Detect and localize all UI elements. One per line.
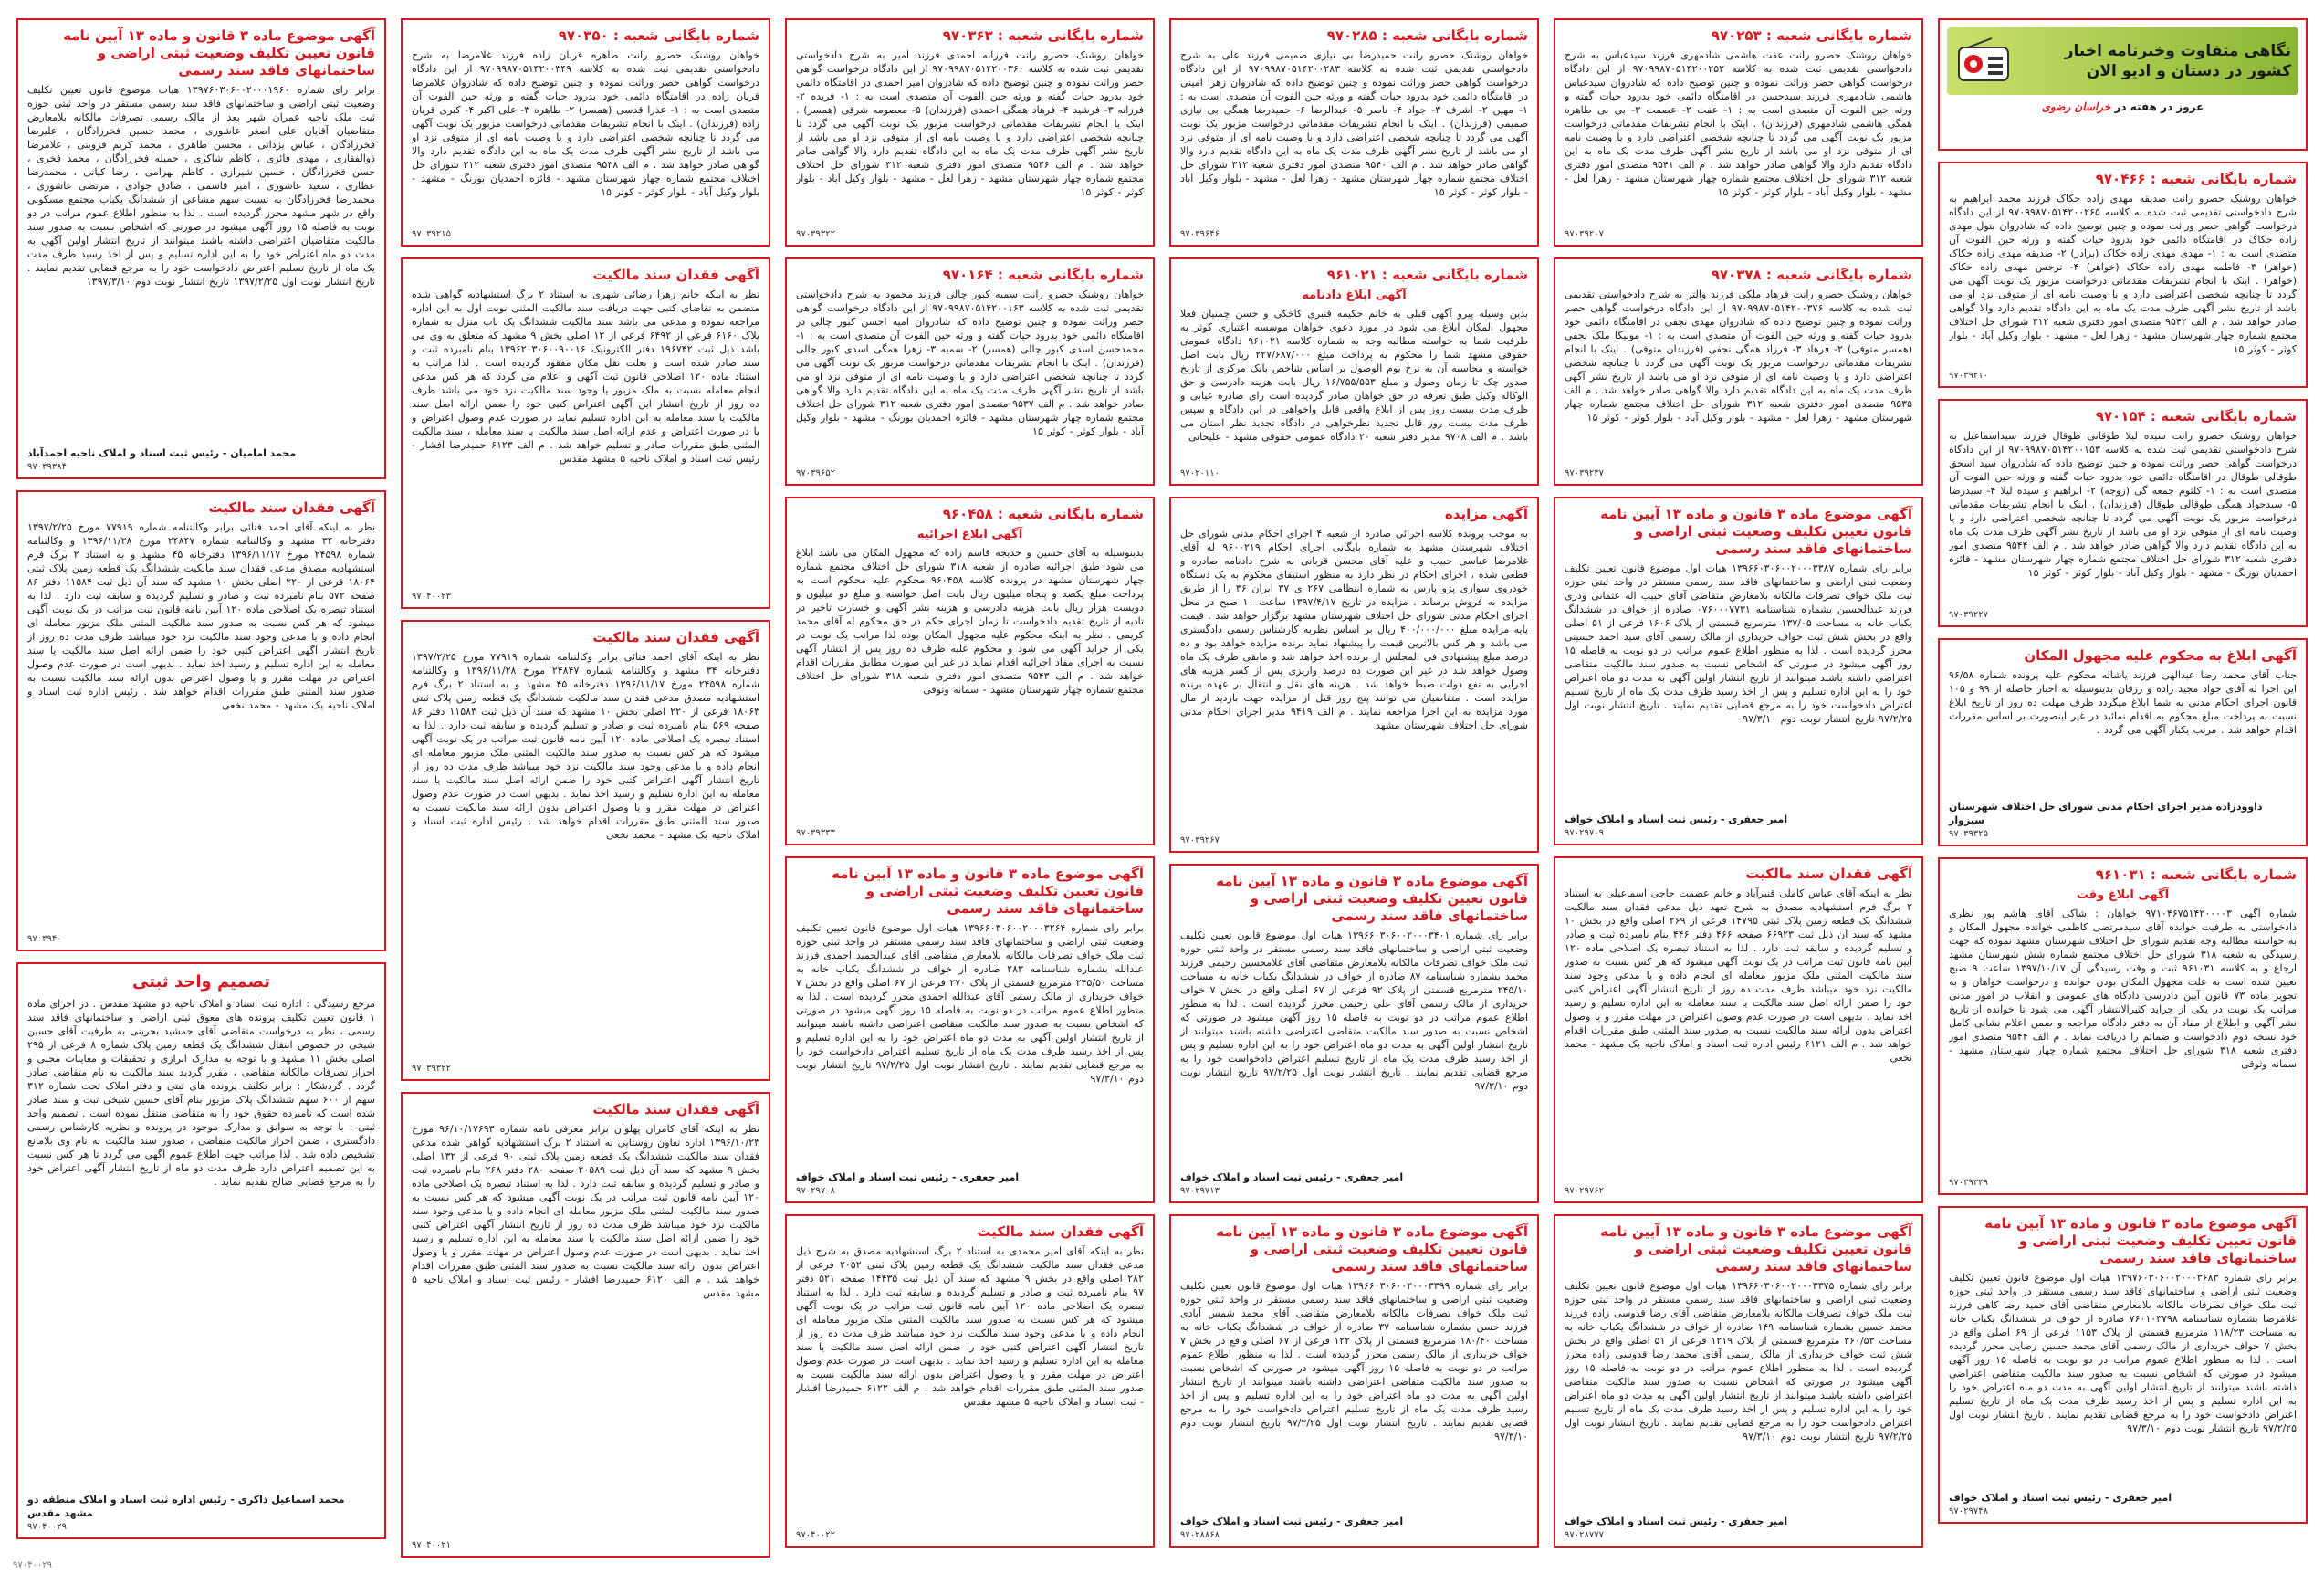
ad-c4-1 (785, 18, 1155, 247)
ad-signature: امیر جعفری - رئیس ثبت اسناد و املاک خواف (1949, 1492, 2172, 1504)
banner-headline-box (1947, 27, 2298, 95)
ad-c1-1 (1938, 162, 2308, 388)
column-2 (1554, 18, 1923, 1559)
ad-c3-5 (1169, 1214, 1539, 1548)
ad-body: نظر به اینکه آقای احمد فتائی برابر وکالتنامه شماره ۷۷۹۱۹ مورخ ۱۳۹۷/۲/۲۵ دفترخانه ۳۴ مشهد و وکالتنامه شماره ۲۴۸۴۷ مورخ ۱۳۹۶/۱۱/۲۸ و وکالتنامه شماره ۲۴۵۹۸ مورخ ۱۳۹۶/۱۱/۱۷ دفترخانه ۴۵ مشهد و به استناد ۲ برگ فرم استشهادیه مصدق مدعی فقدان سند مالکیت ششدانگ یک قطعه زمین پلاک ثبتی ۱۸۰۶۳ فرعی از ۲۲۰ اصلی بخش ۱۰ مشهد که سند آن ذیل ثبت ۱۱۵۸۳ دفتر ۸۶ صفحه ۵۶۹ بنام نامبرده ثبت و صادر و تسلیم گردیده و سابقه ثبت دارد . لذا به استناد تبصره یک اصلاحی ماده ۱۲۰ آیین نامه قانون ثبت مراتب در یک نوبت آگهی میشود که هر کس نسبت به صدور سند مالکیت المثنی ملک مزبور معامله ای انجام داده و یا مدعی وجود سند مالکیت نزد خود میباشد ظرف مدت ده روز از تاریخ انتشار آگهی اعتراض کتبی خود را ضمن ارائه اصل سند مالکیت یا سند معامله به این اداره تسلیم و رسید اخذ نماید . بدیهی است در صورت عدم وصول اعتراض در مهلت مقرر و یا وصول اعتراض بدون ارائه سند مالکیت نسبت به صدور سند المثنی طبق مقررات اقدام خواهد شد . رئیس اداره ثبت اسناد و املاک ناحیه یک مشهد - محمد نخعی (412, 651, 759, 841)
ad-title: آگهی ابلاغ به محکوم علیه مجهول المکان (2024, 647, 2297, 664)
ad-c5-2 (401, 257, 770, 609)
ad-signature: امیر جعفری - رئیس ثبت اسناد و املاک خواف (1565, 1516, 1788, 1527)
ad-body: برابر رای شماره ۱۳۹۷۶۰۳۰۶۰۰۲۰۰۰۱۹۶۰ هیات موضوع قانون تعیین تکلیف وضعیت ثبتی اراضی و ساختمانهای فاقد سند رسمی مستقر در واحد ثبتی حوزه ثبت ملک ناحیه عمران شهر بعد از مالک رسمی تصرفات مالکانه بلامعارض متقاضیان آقایان علی اصغر عاشوری ، محمد حسین فخرزادگان ، علیرضا فخرزادگان ، عباس یزدانی ، محسن طاهری ، محمد کریم قزوینی ، غلامرضا ذوالفقاری ، مهدی فائزی ، کاظم شاکری ، جمیله فخرزادگان ، محمد فخری ، حسن فخرزادگان ، حسین شیرازی ، کاظم بهرامی ، رضا کیانی ، محمدرضا عطاری ، سعید عاشوری ، امیر قاسمی ، صادق جوادی ، مرتضی عاشوری ، محمدرضا فخرزادگان به نسبت سهم مشاعی از ششدانگ یکباب مجتمع مسکونی واقع در شهر مشهد محرز گردیده است . لذا به منظور اطلاع عموم مراتب در دو نوبت به فاصله ۱۵ روز آگهی میشود در صورتی که اشخاص نسبت به صدور سند مالکیت متقاضیان اعتراضی داشته باشند میتوانند از تاریخ انتشار اولین آگهی به مدت دو ماه اعتراض خود را به این اداره تسلیم و پس از اخذ رسید ظرف مدت یک ماه از تاریخ تسلیم اعتراض دادخواست خود را به مرجع قضایی تقدیم نمایند . تاریخ انتشار نوبت اول ۱۳۹۷/۲/۲۵ تاریخ انتشار نوبت دوم ۱۳۹۷/۳/۱۰ (27, 84, 375, 288)
ad-subtitle: آگهی ابلاغ دادنامه (1302, 289, 1407, 302)
ad-c1-3 (1938, 638, 2308, 846)
ad-code: ۹۷۰۳۹۳۲۲ (796, 229, 835, 239)
ad-c6-3 (16, 962, 386, 1539)
ad-subtitle: آگهی ابلاغ وقت (2076, 888, 2170, 902)
ad-code: ۹۷۰۴۰۰۲۲ (796, 1530, 835, 1540)
ad-title: آگهی موضوع ماده ۳ قانون و ماده ۱۳ آیین نامه قانون تعیین تکلیف وضعیت ثبتی اراضی و ساختمانهای فاقد سند رسمی (1216, 1223, 1528, 1275)
ad-title: شماره بایگانی شعبه : ۹۷۰۱۵۴ (2095, 408, 2297, 425)
ad-body: برابر رای شماره ۱۳۹۶۶۰۳۰۶۰۰۲۰۰۰۳۳۸۷ هیات اول موضوع قانون تعیین تکلیف وضعیت ثبتی اراضی و ساختمانهای فاقد سند رسمی مستقر در واحد ثبتی حوزه ثبت ملک خواف تصرفات مالکانه بلامعارض متقاضی آقای حبیب اله عثمانی ودری فرزند عبدالحسین بشماره شناسنامه ۰۷۶۰۰۰۷۷۳۱ صادره از خواف در ششدانگ یکباب خانه به مساحت ۱۳۷/۰۵ مترمربع قسمتی از پلاک ۱۶۰۶ فرعی از ۵۱ اصلی واقع در بخش شش ثبت خواف خریداری از مالک رسمی آقای سید احمد حسینی محرز گردیده است . لذا به منظور اطلاع عموم مراتب در دو نوبت به فاصله ۱۵ روز آگهی میشود در صورتی که اشخاص نسبت به صدور سند مالکیت متقاضی اعتراضی داشته باشند میتوانند از تاریخ انتشار اولین آگهی به مدت دو ماه اعتراض خود را به این اداره تسلیم و پس از اخذ رسید ظرف مدت یک ماه از تاریخ تسلیم اعتراض دادخواست خود را به مرجع قضایی تقدیم نمایند . تاریخ انتشار نوبت اول ۹۷/۲/۲۵ تاریخ انتشار نوبت دوم ۹۷/۳/۱۰ (1565, 562, 1912, 725)
ad-title: آگهی فقدان سند مالکیت (592, 267, 759, 283)
ad-body: نظر به اینکه آقای عباس کاملی قنبرآباد و خانم عصمت حاجی اسماعیلی به استناد ۲ برگ فرم استشهادیه مصدق به شرح تعهد ذیل مدعی فقدان سند مالکیت ششدانگ یک قطعه زمین پلاک ثبتی ۱۴۷۹۵ فرعی از ۲۶۹ اصلی واقع در بخش ۱۰ مشهد که سند آن ذیل ثبت ۶۶۹۲۳ صفحه ۴۶۶ دفتر ۴۴۶ بنام نامبرده ثبت و صادر و تسلیم گردیده و سابقه ثبت دارد . لذا به استناد تبصره یک اصلاحی ماده ۱۲۰ آیین نامه قانون ثبت مراتب در یک نوبت آگهی میشود که هر کس نسبت به صدور سند مالکیت المثنی ملک مزبور معامله ای انجام داده و یا مدعی وجود سند مالکیت نزد خود میباشد ظرف مدت ده روز از تاریخ انتشار آگهی اعتراض کتبی خود را ضمن ارائه اصل سند مالکیت یا سند معامله به این اداره تسلیم و رسید اخذ نماید . بدیهی است در صورت عدم وصول اعتراض در مهلت مقرر و یا وصول اعتراض بدون ارائه سند مالکیت نسبت به صدور سند المثنی طبق مقررات اقدام خواهد شد . م الف ۶۱۲۱ رئیس اداره ثبت اسناد و املاک ناحیه یک مشهد - محمد نخعی (1565, 887, 1912, 1064)
ad-body: خواهان روشنک حصرو رانت سمیه کبور چالی فرزند محمود به شرح دادخواستی تقدیمی ثبت شده به کلاسه ۹۷۰۹۹۸۷۰۵۱۴۲۰۰۱۶۳ از این دادگاه درخواست گواهی حصر وراثت نموده و چنین توضیح داده که شادروان امیه احسن کبور چالی در اقامتگاه دائمی خود بدرود حیات گفته و ورثه حین الفوت آن متصدی است به : ۱- محمدحسن اسدی کبور چالی (همسر) ۲- سمیه ۳- زهرا همگی اسدی کبور چالی (فرزندان) . اینک با انجام تشریفات مقدماتی درخواست مزبور یک نوبت آگهی می گردد تا چنانچه شخصی اعتراضی دارد و یا وصیت نامه ای از متوفی نزد او می باشد از تاریخ نشر آگهی ظرف مدت یک ماه به این دادگاه تقدیم دارد والا گواهی صادر خواهد شد . م الف ۹۵۳۷ متصدی امور دفتری شعبه ۳۱۲ شورای حل اختلاف مجتمع شماره چهار شهرستان مشهد - فائزه احمدیان بورنگ - مشهد - بلوار وکیل آباد - بلوار کوثر - کوثر ۱۵ (796, 289, 1144, 437)
ad-title: آگهی موضوع ماده ۳ قانون و ماده ۱۳ آیین نامه قانون تعیین تکلیف وضعیت ثبتی اراضی و ساختمانهای فاقد سند رسمی (1600, 1223, 1912, 1275)
column-6 (16, 18, 386, 1559)
ad-c4-2 (785, 257, 1155, 486)
ad-signature: امیر جعفری - رئیس ثبت اسناد و املاک خواف (1180, 1516, 1404, 1527)
ad-signature: امیر جعفری - رئیس ثبت اسناد و املاک خواف (796, 1171, 1020, 1183)
ad-body: خواهان روشنک حصرو رانت فرزانه احمدی فرزند امیر به شرح دادخواستی تقدیمی ثبت شده به کلاسه ۹۷۰۹۹۸۷۰۵۱۴۲۰۰۳۶۰ از این دادگاه درخواست گواهی حصر وراثت نموده و چنین توضیح داده که شادروان امیر احمدی در اقامتگاه دائمی خود بدرود حیات گفته و ورثه حین الفوت آن متصدی است به : ۱- فریده ۲- فرزانه ۳- فرشید ۴- فرهاد همگی احمدی (فرزندان) ۵- معصومه شرقی (همسر) . اینک با انجام تشریفات مقدماتی درخواست مزبور یک نوبت آگهی می گردد تا چنانچه شخصی اعتراضی دارد و یا وصیت نامه ای از متوفی نزد او می باشد از تاریخ نشر آگهی ظرف مدت یک ماه به این دادگاه تقدیم دارد والا گواهی صادر خواهد شد . م الف ۹۵۳۶ متصدی امور دفتری شعبه ۳۱۲ شورای حل اختلاف مجتمع شماره چهار شهرستان مشهد - زهرا لعل - مشهد - بلوار وکیل آباد - بلوار کوثر - کوثر ۱۵ (796, 49, 1144, 198)
ad-code: ۹۷۰۳۹۴۰ (27, 934, 62, 944)
ad-title: شماره بایگانی شعبه : ۹۶۰۴۵۸ (942, 506, 1144, 522)
ad-c1-2 (1938, 399, 2308, 627)
ad-title: آگهی فقدان سند مالکیت (592, 1101, 759, 1118)
ad-c4-5 (785, 1214, 1155, 1548)
ad-c2-4 (1554, 856, 1923, 1203)
ad-code: ۹۷۰۳۹۲۲۷ (1949, 610, 1988, 620)
ad-code: ۹۷۰۳۹۲۱۰ (1949, 371, 1988, 381)
ad-title: آگهی فقدان سند مالکیت (592, 629, 759, 645)
ad-body: نظر به اینکه خانم زهرا رضائی شهری به استناد ۲ برگ استشهادیه گواهی شده متضمن به تقاضای کتبی جهت دریافت سند مالکیت المثنی نوبت اول به این اداره مراجعه نموده و مدعی می باشد سند مالکیت ششدانگ یک باب منزل به شماره پلاک ۶۱۶۰ فرعی از ۶۴۹۲ فرعی از ۱۲ اصلی بخش ۹ مشهد که متعلق به وی می باشد ذیل ثبت ۱۹۶۷۴۲ دفتر الکترونیک ۱۳۹۶۲۰۳۰۶۰۰۹۰۰۱۶ بنام نامبرده ثبت و سند صادر شده است و بعلت نقل مکان مفقود گردیده است . لذا مراتب به استناد ماده ۱۲۰ اصلاحی قانون ثبت آگهی و اعلام می گردد که هر کس مدعی انجام معامله نسبت به ملک مزبور یا وجود سند مالکیت نزد خود می باشد ظرف ده روز از تاریخ انتشار این آگهی اعتراض کتبی خود را ضمن ارائه اصل سند مالکیت یا سند معامله به این اداره تسلیم نماید در صورت عدم وصول اعتراض و یا در صورت اعتراض و عدم ارائه اصل سند مالکیت یا سند معامله ، سند مالکیت المثنی طبق مقررات صادر و تسلیم خواهد شد . م الف ۶۱۲۳ حمیدرضا افشار - رئیس ثبت اسناد و املاک ناحیه ۵ مشهد مقدس (412, 289, 759, 465)
banner-brand: خراسان رضوی (2041, 100, 2111, 113)
ad-code: ۹۷۰۳۹۶۵۲ (796, 468, 835, 478)
ad-title: شماره بایگانی شعبه : ۹۷۰۳۵۰ (558, 27, 759, 44)
ad-code: ۹۷۰۲۹۷۶۲ (1565, 1186, 1604, 1196)
ad-c3-1 (1169, 18, 1539, 247)
ad-code: ۹۷۰۲۹۷۴۸ (1949, 1506, 1988, 1516)
ad-signature: داوودزاده مدیر اجرای احکام مدنی شورای حل اختلاف شهرستان سبزوار (1949, 801, 2263, 826)
ad-c1-4 (1938, 857, 2308, 1195)
ad-title: آگهی مزایده (1444, 506, 1528, 522)
ad-code: ۹۷۰۲۸۸۶۸ (1180, 1530, 1220, 1540)
ad-code: ۹۷۰۳۹۲۳۷ (1565, 468, 1604, 478)
ad-body: جناب آقای محمد رضا عبدالهی فرزند یاشاله محکوم علیه پرونده شماره ۹۶/۵۸ این اجرا له آقای جواد مجید زاده و رزقان بدینوسیله به اخبار حاصله از ۹۹ و ۱۰۵ قانون اجرای احکام مدنی به شما ابلاغ میگردد ظرف مهلت ده روز از تاریخ ابلاغ نسبت به پرداخت مبلغ محکوم به اقدام نمائید در غیر اینصورت بر اساس مقررات اقدام خواهد شد . مرتب یکبار آگهی می گردد . (1949, 669, 2297, 736)
ad-body: برابر رای شماره ۱۳۹۶۶۰۳۰۶۰۰۲۰۰۰۳۲۶۴ هیات اول موضوع قانون تعیین تکلیف وضعیت ثبتی اراضی و ساختمانهای فاقد سند رسمی مستقر در واحد ثبتی حوزه ثبت ملک خواف تصرفات مالکانه بلامعارض متقاضی آقای عبدالحمید احمدی فرزند عبدالله بشماره شناسنامه ۲۸۳ صادره از خواف در ششدانگ یکباب خانه به مساحت ۲۴۵/۵۰ مترمربع قسمتی از پلاک ۲۷۰ فرعی از ۶۷ اصلی واقع در بخش ۷ خواف خریداری از مالک رسمی آقای عبدالله احمدی محرز گردیده است . لذا به منظور اطلاع عموم مراتب در دو نوبت به فاصله ۱۵ روز آگهی میشود در صورتی که اشخاص نسبت به صدور سند مالکیت متقاضی اعتراضی داشته باشند میتوانند از تاریخ انتشار اولین آگهی به مدت دو ماه اعتراض خود را به این اداره تسلیم و پس از اخذ رسید ظرف مدت یک ماه از تاریخ تسلیم اعتراض دادخواست خود را به مرجع قضایی تقدیم نمایند . تاریخ انتشار نوبت اول ۹۷/۲/۲۵ تاریخ انتشار نوبت دوم ۹۷/۳/۱۰ (796, 922, 1144, 1085)
ad-code: ۹۷۰۲۸۷۷۷ (1565, 1530, 1604, 1540)
ad-c3-4 (1169, 864, 1539, 1203)
ad-title: آگهی فقدان سند مالکیت (1745, 866, 1912, 882)
ad-code: ۹۷۰۴۰۰۲۹ (27, 1522, 67, 1532)
ad-body: نظر به اینکه آقای کامران پهلوان برابر معرفی نامه شماره ۹۶/۱۰/۱۷۶۹۳ مورخ ۱۳۹۶/۱۰/۲۳ اداره تعاون روستایی به استناد ۲ برگ استشهادیه گواهی شده مدعی فقدان سند مالکیت ششدانگ یک قطعه زمین پلاک ثبتی ۹۰ فرعی از ۱۳۲ اصلی بخش ۹ مشهد که سند آن ذیل ثبت ۲۰۵۸۹ صفحه ۲۸۰ دفتر ۲۶۸ بنام نامبرده ثبت و صادر و تسلیم گردیده و سابقه ثبت دارد . لذا به استناد تبصره یک اصلاحی ماده ۱۲۰ آیین نامه قانون ثبت مراتب در یک نوبت آگهی میشود که هر کس نسبت به صدور سند مالکیت المثنی ملک مزبور معامله ای انجام داده و یا مدعی وجود سند مالکیت نزد خود میباشد ظرف مدت ده روز از تاریخ انتشار آگهی اعتراض کتبی خود را ضمن ارائه اصل سند مالکیت یا سند معامله به این اداره تسلیم و رسید اخذ نماید . بدیهی است در صورت عدم وصول اعتراض در مهلت مقرر و یا وصول اعتراض بدون ارائه سند مالکیت نسبت به صدور سند المثنی طبق مقررات اقدام خواهد شد . م الف ۶۱۲۰ حمیدرضا افشار - رئیس ثبت اسناد و املاک ناحیه ۵ مشهد مقدس (412, 1123, 759, 1299)
ad-title: آگهی موضوع ماده ۳ قانون و ماده ۱۳ آیین نامه قانون تعیین تکلیف وضعیت ثبتی اراضی و ساختمانهای فاقد سند رسمی (1216, 873, 1528, 924)
ad-c5-4 (401, 1092, 770, 1558)
ad-title: آگهی موضوع ماده ۳ قانون و ماده ۱۳ آیین نامه قانون تعیین تکلیف وضعیت ثبتی اراضی و ساختمانهای فاقد سند رسمی (1600, 506, 1912, 557)
ad-code: ۹۷۰۲۰۱۱۰ (1180, 468, 1220, 478)
ad-body: بدین وسیله پیرو آگهی قبلی به خانم حکیمه قنبری کاخکی و حسن چمنیان فعلا مجهول المکان ابلاغ می شود در مورد دعوی خواهان موسسه اعتباری کوثر به طرفیت شما به خواسته مطالبه وجه به شماره کلاسه ۹۶۱۰۲۱ دادگاه عمومی حقوقی مشهد شما را محکوم به پرداخت مبلغ ۲۲۷/۶۸۷/۰۰۰ ریال بابت اصل خواسته و محاسبه آن به نرخ یوم الوصول بر اساس شاخص بانک مرکزی از تاریخ صدور چک تا زمان وصول و مبلغ ۱۶/۷۵۵/۵۵۳ ریال بابت هزینه دادرسی و حق الوکاله وکیل طبق تعرفه در حق خواهان صادر گردیده است رای صادره غیابی و ظرف مدت بیست روز پس از ابلاغ واقعی قابل واخواهی در این دادگاه و سپس ظرف مدت بیست روز قابل تجدید نظرخواهی در دادگاه تجدید نظر استان می باشد . م الف ۹۷۰۸ مدیر دفتر شعبه ۲۰ دادگاه عمومی حقوقی مشهد - علیخانی (1180, 308, 1528, 443)
ad-code: ۹۷۰۲۹۷۱۳ (1180, 1186, 1220, 1196)
ad-title: شماره بایگانی شعبه : ۹۷۰۳۶۳ (942, 27, 1144, 44)
ad-code: ۹۷۰۳۹۶۴۶ (1180, 229, 1220, 239)
ad-title: شماره بایگانی شعبه : ۹۷۰۱۶۴ (942, 267, 1144, 283)
ad-c1-5 (1938, 1206, 2308, 1524)
ad-signature: محمد امامیان - رئیس ثبت اسناد و املاک ناحیه احمدآباد (27, 447, 297, 459)
ad-body: برابر رای شماره ۱۳۹۶۶۰۳۰۶۰۰۲۰۰۰۳۳۷۵ هیات اول موضوع قانون تعیین تکلیف وضعیت ثبتی اراضی و ساختمانهای فاقد سند رسمی مستقر در واحد ثبتی حوزه ثبت ملک خواف تصرفات مالکانه بلامعارض متقاضی آقای رضا قدوسی زاده فرزند محمد حسین بشماره شناسنامه ۱۴۹ صادره از خواف در ششدانگ یکباب خانه به مساحت ۳۶۰/۵۳ مترمربع قسمتی از پلاک ۱۲۱۹ فرعی از ۵۱ اصلی واقع در بخش شش ثبت خواف خریداری از مالک رسمی آقای محمد رضا قدوسی زاده محرز گردیده است . لذا به منظور اطلاع عموم مراتب در دو نوبت به فاصله ۱۵ روز آگهی میشود در صورتی که اشخاص نسبت به صدور سند مالکیت متقاضی اعتراضی داشته باشند میتوانند از تاریخ انتشار اولین آگهی به مدت دو ماه اعتراض خود را به این اداره تسلیم و پس از اخذ رسید ظرف مدت یک ماه از تاریخ تسلیم اعتراض دادخواست خود را به مرجع قضایی تقدیم نمایند . تاریخ انتشار نوبت اول ۹۷/۲/۲۵ تاریخ انتشار نوبت دوم ۹۷/۳/۱۰ (1565, 1280, 1912, 1443)
ad-signature: امیر جعفری - رئیس ثبت اسناد و املاک خواف (1180, 1171, 1404, 1183)
ad-code: ۹۷۰۳۹۳۲۲ (412, 1064, 451, 1074)
banner (1938, 18, 2308, 151)
ad-title: شماره بایگانی شعبه : ۹۷۰۴۶۶ (2095, 171, 2297, 187)
banner-sub (1947, 100, 2298, 113)
ad-body: بدینوسیله به آقای حسین و خدیجه قاسم زاده که مجهول المکان می باشد ابلاغ می شود طبق اجرائیه صادره از شعبه ۳۱۸ شورای حل اختلاف مجتمع شماره چهار شهرستان مشهد در پرونده کلاسه ۹۶۰۴۵۸ محکوم علیه محکوم است به پرداخت مبلغ یکصد و پنجاه میلیون ریال بابت اصل خواسته و مبلغ دو میلیون و دویست هزار ریال بابت هزینه دادرسی و هزینه نشر آگهی و خسارت تاخیر در تادیه از تاریخ تقدیم دادخواست تا زمان اجرای حکم در حق محکوم له آقای محمد کریمی . نظر به اینکه محکوم علیه مجهول المکان بوده لذا مراتب یک نوبت در یکی از جراید آگهی می شود و محکوم علیه ظرف ده روز پس از انتشار آگهی نسبت به اجرای مفاد اجرائیه اقدام نماید در غیر این صورت مطابق مقررات اقدام خواهد شد . م الف ۹۵۴۳ متصدی امور دفتری شعبه ۳۱۸ شورای حل اختلاف مجتمع شماره چهار شهرستان مشهد - سمانه وثوقی (796, 547, 1144, 696)
ad-c2-5 (1554, 1214, 1923, 1548)
ad-subtitle: آگهی ابلاغ اجرائیه (916, 528, 1023, 541)
ad-code: ۹۷۰۳۹۲۶۷ (1180, 835, 1220, 845)
ad-signature: محمد اسماعیل ذاکری - رئیس اداره ثبت اسناد و املاک منطقه دو مشهد مقدس (27, 1494, 345, 1519)
ad-body: مرجع رسیدگی : اداره ثبت اسناد و املاک ناحیه دو مشهد مقدس . در اجرای ماده ۱ قانون تعیین تکلیف پرونده های معوق ثبتی اراضی و ساختمانهای فاقد سند رسمی ، نظر به درخواست متقاضی آقای جمشید بحرینی به طرفیت آقای حسین شیخی در خصوص انتقال ششدانگ یک قطعه زمین پلاک شماره ۸ فرعی از ۲۹۵ اصلی بخش ۱۱ مشهد و با توجه به مدارک ابرازی و تحقیقات و معاینات محلی و احراز تصرفات مالکانه متقاضی ، مقرر گردید سند مالکیت به نام متقاضی صادر گردد . گردشکار : برابر تکلیف پرونده های ثبتی و دفتر املاک تحت شماره ۳۱۲ سهم از ۶۰۰ سهم ششدانگ پلاک مزبور بنام آقای حسین شیخی ثبت و سند صادر شده است که نامبرده حقوق خود را به متقاضی منتقل نموده است . تصمیم واحد ثبتی : با توجه به سوابق و مدارک موجود در پرونده و نظریه کارشناس رسمی دادگستری ، ضمن احراز مالکیت متقاضی ، صدور سند مالکیت به نام وی بلامانع تشخیص داده شد . لذا مراتب جهت اطلاع عموم آگهی می گردد تا هر کس نسبت به این تصمیم اعتراض دارد ظرف مدت دو ماه از تاریخ انتشار آگهی اعتراض خود را به مرجع قضایی صالح تقدیم نماید . (27, 998, 375, 1188)
ad-title: تصمیم واحد ثبتی (132, 972, 270, 992)
banner-sub-prefix: عروز در هفته در (2114, 100, 2204, 113)
ad-body: خواهان روشنک حصرو رانت حمیدرضا بی نیازی صمیمی فرزند علی به شرح دادخواستی تقدیمی ثبت شده به کلاسه ۹۷۰۹۹۸۷۰۵۱۴۲۰۰۲۸۳ از این دادگاه درخواست گواهی حصر وراثت نموده و چنین توضیح داده که شادروان زهرا امینی در اقامتگاه دائمی خود بدرود حیات گفته و ورثه حین الفوت آن متصدی است به : ۱- مهین ۲- اشرف ۳- جواد ۴- ناصر ۵- عبدالرضا ۶- حمیدرضا همگی بی نیازی صمیمی (فرزندان) . اینک با انجام تشریفات مقدماتی درخواست مزبور یک نوبت آگهی می گردد تا چنانچه شخصی اعتراضی دارد و یا وصیت نامه ای از متوفی نزد او می باشد از تاریخ نشر آگهی ظرف مدت یک ماه به این دادگاه تقدیم دارد والا گواهی صادر خواهد شد . م الف ۹۵۴۰ متصدی امور دفتری شعبه ۳۱۲ شورای حل اختلاف مجتمع شماره چهار شهرستان مشهد - زهرا لعل - مشهد - بلوار وکیل آباد - بلوار کوثر - کوثر ۱۵ (1180, 49, 1528, 198)
ad-c2-1 (1554, 18, 1923, 247)
column-1 (1938, 18, 2308, 1559)
ad-c3-2 (1169, 257, 1539, 486)
ad-code: ۹۷۰۳۹۳۲۵ (1949, 829, 1988, 839)
ad-c5-1 (401, 18, 770, 247)
ad-body: به موجب پرونده کلاسه اجرائی صادره از شعبه ۴ اجرای احکام مدنی شورای حل اختلاف شهرستان مشهد به شماره بایگانی اجرای احکام ۹۶۰۰۲۱۹ له آقای غلامرضا عباسی حبیب و علیه آقای محسن قربانی به شرح دادنامه صادره و قطعی شده ، اجرای احکام در نظر دارد به منظور استیفای محکوم به یک دستگاه خودروی سواری پژو پارس به شماره انتظامی ۲۶۷ ی ۳۷ ایران ۳۶ را از طریق مزایده به فروش برساند . مزایده در تاریخ ۱۳۹۷/۴/۱۷ ساعت ۱۰ صبح در محل اجرای احکام مدنی شورای حل اختلاف شهرستان مشهد برگزار خواهد شد . قیمت پایه مزایده مبلغ ۴۰۰/۰۰۰/۰۰۰ ریال بر اساس نظریه کارشناس رسمی دادگستری می باشد و هر کس بالاترین قیمت را پیشنهاد نماید برنده مزایده خواهد بود و ده درصد مبلغ پیشنهادی فی المجلس از برنده اخذ خواهد شد و مابقی ظرف یک ماه وصول خواهد شد در غیر این صورت ده درصد واریزی پس از کسر هزینه های اجرایی به نفع دولت ضبط خواهد شد . هزینه های نقل و انتقال بر عهده برنده مزایده است . متقاضیان می توانند پنج روز قبل از مزایده جهت بازدید از مال مورد مزایده به این اجرا مراجعه نمایند . م الف ۹۴۱۹ مدیر اجرای احکام مدنی شورای حل اختلاف شهرستان مشهد (1180, 528, 1528, 731)
banner-headline: نگاهی متفاوت وخبرنامه اخبار کشور در دستان و ادیو الان (2064, 42, 2291, 80)
ad-c6-1 (16, 18, 386, 479)
ad-body: خواهان روشنک حصرو رانت عفت هاشمی شادمهری فرزند سیدعباس به شرح دادخواستی تقدیمی ثبت شده به کلاسه ۹۷۰۹۹۸۷۰۵۱۴۲۰۰۲۵۲ از این دادگاه درخواست گواهی حصر وراثت نموده و چنین توضیح داده که شادروان سیدعباس هاشمی شادمهری فرزند سیدحسن در اقامتگاه دائمی خود بدرود حیات گفته و ورثه حین الفوت آن متصدی است به : ۱- عفت ۲- عصمت ۳- بی بی طاهره همگی هاشمی شادمهری (فرزندان) . اینک با انجام تشریفات مقدماتی درخواست مزبور یک نوبت آگهی می گردد تا چنانچه شخصی اعتراضی دارد و یا وصیت نامه ای از متوفی نزد او می باشد از تاریخ نشر آگهی ظرف مدت یک ماه به این دادگاه تقدیم دارد والا گواهی صادر خواهد شد . م الف ۹۵۴۱ متصدی امور دفتری شعبه ۳۱۲ شورای حل اختلاف مجتمع شماره چهار شهرستان مشهد - زهرا لعل - مشهد - بلوار وکیل آباد - بلوار کوثر - کوثر ۱۵ (1565, 49, 1912, 198)
ad-body: نظر به اینکه آقای امیر محمدی به استناد ۲ برگ استشهادیه مصدق به شرح ذیل مدعی فقدان سند مالکیت ششدانگ یک قطعه زمین پلاک ثبتی ۲۰۵۲ فرعی از ۲۸۲ اصلی واقع در بخش ۹ مشهد که سند آن ذیل ثبت ۱۴۴۳۵ صفحه ۵۲۱ دفتر ۹۷ بنام نامبرده ثبت و صادر و تسلیم گردیده و سابقه ثبت دارد . لذا به استناد تبصره یک اصلاحی ماده ۱۲۰ آیین نامه قانون ثبت مراتب در یک نوبت آگهی میشود که هر کس نسبت به صدور سند مالکیت المثنی ملک مزبور معامله ای انجام داده و یا مدعی وجود سند مالکیت نزد خود میباشد ظرف مدت ده روز از تاریخ انتشار آگهی اعتراض کتبی خود را ضمن ارائه اصل سند مالکیت یا سند معامله به این اداره تسلیم و رسید اخذ نماید . بدیهی است در صورت عدم وصول اعتراض در مهلت مقرر و یا وصول اعتراض بدون ارائه سند مالکیت نسبت به صدور سند المثنی طبق مقررات اقدام خواهد شد . م الف ۶۱۲۲ حمیدرضا افشار - ثبت اسناد و املاک ناحیه ۵ مشهد مقدس (796, 1245, 1144, 1408)
ad-body: شماره آگهی ۹۷۱۰۴۶۷۵۱۴۲۰۰۰۰۳ خواهان : شاکی آقای هاشم پور نظری دادخواستی به طرفیت خوانده آقای سیدمرتضی کاظمی خوانده مجهول المکان و به خواسته مطالبه وجه تقدیم شورای حل اختلاف شهرستان مشهد نموده که جهت رسیدگی به شعبه ۳۱۸ شورای حل اختلاف مجتمع شماره شش شهرستان مشهد ارجاع و به کلاسه ۹۶۱۰۳۱ ثبت و وقت رسیدگی آن ۱۳۹۷/۱۰/۱۷ ساعت ۹ صبح تعیین شده است به علت مجهول المکان بودن خوانده و درخواست خواهان و به تجویز ماده ۷۳ قانون آیین دادرسی دادگاه های عمومی و انقلاب در امور مدنی مراتب یک نوبت در یکی از جراید کثیرالانتشار آگهی می شود تا خوانده از تاریخ نشر آگهی و اطلاع از مفاد آن به دفتر دادگاه مراجعه و ضمن اعلام نشانی کامل خود نسخه دوم دادخواست و ضمائم را دریافت نماید . م الف ۹۵۴۴ متصدی امور دفتری شعبه ۳۱۸ شورای حل اختلاف مجتمع شماره چهار شهرستان مشهد - سمانه وثوقی (1949, 908, 2297, 1070)
ad-code: ۹۷۰۳۹۲۱۵ (412, 229, 451, 239)
ad-body: برابر رای شماره ۱۳۹۶۶۰۳۰۶۰۰۲۰۰۰۳۴۰۱ هیات اول موضوع قانون تعیین تکلیف وضعیت ثبتی اراضی و ساختمانهای فاقد سند رسمی مستقر در واحد ثبتی حوزه ثبت ملک خواف تصرفات مالکانه بلامعارض متقاضی آقای غلامحسین رحیمی فرزند محمد بشماره شناسنامه ۸۷ صادره از خواف در ششدانگ یکباب خانه به مساحت ۲۴۵/۱۰ مترمربع قسمتی از پلاک ۹۲ فرعی از ۶۷ اصلی واقع در بخش ۷ خواف خریداری از مالک رسمی آقای علی رحیمی محرز گردیده است . لذا به منظور اطلاع عموم مراتب در دو نوبت به فاصله ۱۵ روز آگهی میشود در صورتی که اشخاص نسبت به صدور سند مالکیت متقاضی اعتراضی داشته باشند میتوانند از تاریخ انتشار اولین آگهی به مدت دو ماه اعتراض خود را به این اداره تسلیم و پس از اخذ رسید ظرف مدت یک ماه از تاریخ تسلیم اعتراض دادخواست خود را به مرجع قضایی تقدیم نمایند . تاریخ انتشار نوبت اول ۹۷/۲/۲۵ تاریخ انتشار نوبت دوم ۹۷/۳/۱۰ (1180, 929, 1528, 1092)
ad-body: برابر رای شماره ۱۳۹۶۶۰۳۰۶۰۰۲۰۰۰۳۳۹۹ هیات اول موضوع قانون تعیین تکلیف وضعیت ثبتی اراضی و ساختمانهای فاقد سند رسمی مستقر در واحد ثبتی حوزه ثبت ملک خواف تصرفات مالکانه بلامعارض متقاضی آقای محمد شمس آبادی فرزند حسن بشماره شناسنامه ۳۷ صادره از خواف در ششدانگ یکباب خانه به مساحت ۱۸۰/۴۰ مترمربع قسمتی از پلاک ۱۲۲ فرعی از ۶۷ اصلی واقع در بخش ۷ خواف خریداری از مالک رسمی محرز گردیده است . لذا به منظور اطلاع عموم مراتب در دو نوبت به فاصله ۱۵ روز آگهی میشود در صورتی که اشخاص نسبت به صدور سند مالکیت متقاضی اعتراضی داشته باشند میتوانند از تاریخ انتشار اولین آگهی به مدت دو ماه اعتراض خود را به این اداره تسلیم و پس از اخذ رسید ظرف مدت یک ماه از تاریخ تسلیم اعتراض دادخواست خود را به مرجع قضایی تقدیم نمایند . تاریخ انتشار نوبت اول ۹۷/۲/۲۵ تاریخ انتشار نوبت دوم ۹۷/۳/۱۰ (1180, 1280, 1528, 1443)
column-5 (401, 18, 770, 1559)
ad-c3-3 (1169, 497, 1539, 853)
ad-c6-2 (16, 490, 386, 951)
ad-c2-2 (1554, 257, 1923, 486)
ad-title: آگهی فقدان سند مالکیت (208, 499, 375, 516)
ad-title: آگهی موضوع ماده ۳ قانون و ماده ۱۳ آیین نامه قانون تعیین تکلیف وضعیت ثبتی اراضی و ساختمانهای فاقد سند رسمی (1984, 1215, 2297, 1266)
ad-body: برابر رای شماره ۱۳۹۷۶۰۳۰۶۰۰۲۰۰۰۳۶۸۳ هیات اول موضوع قانون تعیین تکلیف وضعیت ثبتی اراضی و ساختمانهای فاقد سند رسمی مستقر در واحد ثبتی حوزه ثبت ملک خواف تصرفات مالکانه بلامعارض متقاضی آقای حمید رضا کاهی فرزند غلامرضا بشماره شناسنامه ۷۶۰۱۰۳۷۹۸ صادره از خواف در ششدانگ یکباب خانه به مساحت ۱۱۸/۲۳ مترمربع قسمتی از پلاک ۱۱۵۳ فرعی از ۶۹ اصلی واقع در بخش ۷ خواف خریداری از مالک رسمی آقای محمد حسین رضایی محرز گردیده است . لذا به منظور اطلاع عموم مراتب در دو نوبت به فاصله ۱۵ روز آگهی میشود در صورتی که اشخاص نسبت به صدور سند مالکیت متقاضی اعتراضی داشته باشند میتوانند از تاریخ انتشار اولین آگهی به مدت دو ماه اعتراض خود را به این اداره تسلیم و پس از اخذ رسید ظرف مدت یک ماه از تاریخ تسلیم اعتراض دادخواست خود را به مرجع قضایی تقدیم نمایند . تاریخ انتشار نوبت اول ۹۷/۲/۲۵ تاریخ انتشار نوبت دوم ۹۷/۳/۱۰ (1949, 1272, 2297, 1434)
ad-title: شماره بایگانی شعبه : ۹۷۰۲۵۳ (1711, 27, 1912, 44)
ad-signature: امیر جعفری - رئیس ثبت اسناد و املاک خواف (1565, 813, 1788, 825)
ad-body: خواهان روشنک حصرو رانت صدیقه مهدی زاده حکاک فرزند محمد ابراهیم به شرح دادخواستی تقدیمی ثبت شده به کلاسه ۹۷۰۹۹۸۷۰۵۱۴۲۰۰۲۶۵ از این دادگاه درخواست گواهی حصر وراثت نموده و چنین توضیح داده که شادروان بتول مهدی زاده حکاک در اقامتگاه دائمی خود بدرود حیات گفته و ورثه حین الفوت آن متصدی است به : ۱- مهدی مهدی زاده حکاک (برادر) ۲- صدیقه مهدی زاده حکاک (خواهر) ۳- فاطمه مهدی زاده حکاک (خواهر) ۴- ترجس مهدی زاده حکاک (خواهر) . اینک با انجام تشریفات مقدماتی درخواست مزبور یک نوبت آگهی می گردد تا چنانچه شخصی اعتراضی دارد و یا وصیت نامه ای از متوفی نزد او می باشد از تاریخ نشر آگهی ظرف مدت یک ماه به این دادگاه تقدیم دارد والا گواهی صادر خواهد شد . م الف ۹۵۴۲ متصدی امور دفتری شعبه ۳۱۲ شورای حل اختلاف مجتمع شماره چهار شهرستان مشهد - زهرا لعل - مشهد - بلوار وکیل آباد - بلوار کوثر - کوثر ۱۵ (1949, 193, 2297, 355)
ad-body: خواهان روشنک حصرو رانت طاهره قربان زاده فرزند غلامرضا به شرح دادخواستی تقدیمی ثبت شده به کلاسه ۹۷۰۹۹۸۷۰۵۱۴۲۰۰۳۴۹ از این دادگاه درخواست گواهی حصر وراثت نموده و چنین توضیح داده که شادروان غلامرضا قربان زاده در اقامتگاه دائمی خود بدرود حیات گفته و ورثه حین الفوت آن متصدی است به : ۱- عذرا قدسی (همسر) ۲- طاهره ۳- علی اکبر ۴- کبری قربان زاده (فرزندان) . اینک با انجام تشریفات مقدماتی درخواست مزبور یک نوبت آگهی می گردد تا چنانچه شخصی اعتراضی دارد و یا وصیت نامه ای از متوفی نزد او می باشد از تاریخ نشر آگهی ظرف مدت یک ماه به این دادگاه تقدیم دارد والا گواهی صادر خواهد شد . م الف ۹۵۳۸ متصدی امور دفتری شعبه ۳۱۲ شورای حل اختلاف مجتمع شماره چهار شهرستان مشهد - فائزه احمدیان بورنگ - مشهد - بلوار وکیل آباد - بلوار کوثر - کوثر ۱۵ (412, 49, 759, 198)
ad-title: آگهی موضوع ماده ۳ قانون و ماده ۱۳ آیین نامه قانون تعیین تکلیف وضعیت ثبتی اراضی و ساختمانهای فاقد سند رسمی (63, 27, 375, 79)
column-4 (785, 18, 1155, 1559)
ad-title: شماره بایگانی شعبه : ۹۷۰۲۸۵ (1326, 27, 1528, 44)
ad-c5-3 (401, 620, 770, 1081)
column-3 (1169, 18, 1539, 1559)
ad-code: ۹۷۰۳۹۳۳۹ (1949, 1178, 1988, 1188)
ad-code: ۹۷۰۳۹۲۰۷ (1565, 229, 1604, 239)
footer-mark: ۹۷۰۴۰۰۲۹ (13, 1560, 52, 1570)
ad-body: نظر به اینکه آقای احمد فتائی برابر وکالتنامه شماره ۷۷۹۱۹ مورخ ۱۳۹۷/۲/۲۵ دفترخانه ۳۴ مشهد و وکالتنامه شماره ۲۴۸۴۷ مورخ ۱۳۹۶/۱۱/۲۸ و وکالتنامه شماره ۲۴۵۹۸ مورخ ۱۳۹۶/۱۱/۱۷ دفترخانه ۴۵ مشهد و به استناد ۲ برگ فرم استشهادیه مصدق مدعی فقدان سند مالکیت ششدانگ یک قطعه زمین پلاک ثبتی ۱۸۰۶۴ فرعی از ۲۲۰ اصلی بخش ۱۰ مشهد که سند آن ذیل ثبت ۱۱۵۸۴ دفتر ۸۶ صفحه ۵۷۲ بنام نامبرده ثبت و صادر و تسلیم گردیده و سابقه ثبت دارد . لذا به استناد تبصره یک اصلاحی ماده ۱۲۰ آیین نامه قانون ثبت مراتب در یک نوبت آگهی میشود که هر کس نسبت به صدور سند مالکیت المثنی ملک مزبور معامله ای انجام داده و یا مدعی وجود سند مالکیت نزد خود میباشد ظرف مدت ده روز از تاریخ انتشار آگهی اعتراض کتبی خود را ضمن ارائه اصل سند مالکیت یا سند معامله به این اداره تسلیم و رسید اخذ نماید . بدیهی است در صورت عدم وصول اعتراض در مهلت مقرر و یا وصول اعتراض بدون ارائه سند مالکیت نسبت به صدور سند المثنی طبق مقررات اقدام خواهد شد . رئیس اداره ثبت اسناد و املاک ناحیه یک مشهد - محمد نخعی (27, 521, 375, 711)
ad-title: آگهی موضوع ماده ۳ قانون و ماده ۱۳ آیین نامه قانون تعیین تکلیف وضعیت ثبتی اراضی و ساختمانهای فاقد سند رسمی (832, 866, 1144, 917)
radio-icon (1954, 35, 2013, 88)
ad-title: شماره بایگانی شعبه : ۹۶۱۰۲۱ (1326, 267, 1528, 283)
ad-body: خواهان روشنک حصرو رانت فرهاد ملکی فرزند والتر به شرح دادخواستی تقدیمی ثبت شده به کلاسه ۹۷۰۹۹۸۷۰۵۱۴۲۰۰۳۷۶ از این دادگاه درخواست گواهی حصر وراثت نموده و چنین توضیح داده که شادروان مهدی نجفی در اقامتگاه دائمی خود بدرود حیات گفته و ورثه حین الفوت آن متصدی است به : ۱- مونیکا ملک نجفی (همسر متوفی) ۲- فرهاد ۳- فرزاد همگی نجفی (فرزندان متوفی) . اینک با انجام تشریفات مقدماتی درخواست مزبور یک نوبت آگهی می گردد تا چنانچه شخصی اعتراضی دارد و یا وصیت نامه ای از متوفی نزد او می باشد از تاریخ نشر آگهی ظرف مدت یک ماه به این دادگاه تقدیم دارد والا گواهی صادر خواهد شد . م الف ۹۵۳۵ متصدی امور دفتری شعبه ۳۱۲ شورای حل اختلاف مجتمع شماره چهار شهرستان مشهد - زهرا لعل - مشهد - بلوار وکیل آباد - بلوار کوثر - کوثر ۱۵ (1565, 289, 1912, 424)
ad-code: ۹۷۰۲۹۷۰۸ (796, 1186, 835, 1196)
ad-c4-3 (785, 497, 1155, 845)
ad-title: شماره بایگانی شعبه : ۹۶۱۰۳۱ (2095, 866, 2297, 883)
ad-c4-4 (785, 856, 1155, 1203)
ad-title: آگهی فقدان سند مالکیت (977, 1223, 1144, 1240)
ad-code: ۹۷۰۴۰۰۲۱ (412, 1540, 451, 1550)
ad-c2-3 (1554, 497, 1923, 845)
ad-code: ۹۷۰۳۹۳۳۳ (796, 828, 835, 838)
ad-title: شماره بایگانی شعبه : ۹۷۰۳۷۸ (1711, 267, 1912, 283)
ad-code: ۹۷۰۴۰۰۲۳ (412, 592, 451, 602)
ad-code: ۹۷۰۲۹۷۰۹ (1565, 828, 1604, 838)
ad-code: ۹۷۰۳۹۳۸۴ (27, 462, 67, 472)
ad-body: خواهان روشنک حصرو رانت سیده لیلا طوقانی طوقال فرزند سیداسماعیل به شرح دادخواستی تقدیمی ثبت شده به کلاسه ۹۷۰۹۹۸۷۰۵۱۴۲۰۰۱۵۳ از این دادگاه درخواست گواهی حصر وراثت نموده و چنین توضیح داده که شادروان سید اسحق طوقالی طوقال در اقامتگاه دائمی خود بدرود حیات گفته و ورثه حین الفوت آن متصدی است به : ۱- کلثوم جمعه گی (زوجه) ۲- ابراهیم و سیده لیلا ۴- سیدرضا ۵- سیدجواد همگی طوقالی طوقال (فرزندان) . اینک با انجام تشریفات مقدماتی درخواست مزبور یک نوبت آگهی می گردد تا چنانچه شخصی اعتراضی دارد و یا وصیت نامه ای از متوفی نزد او می باشد از تاریخ نشر آگهی ظرف مدت یک ماه به این دادگاه تقدیم دارد والا گواهی صادر خواهد شد . م الف ۹۵۴۴ متصدی امور دفتری شعبه ۳۱۲ شورای حل اختلاف مجتمع شماره چهار شهرستان مشهد - فائزه احمدیان بورنگ - مشهد - بلوار وکیل آباد - بلوار کوثر - کوثر ۱۵ (1949, 430, 2297, 579)
